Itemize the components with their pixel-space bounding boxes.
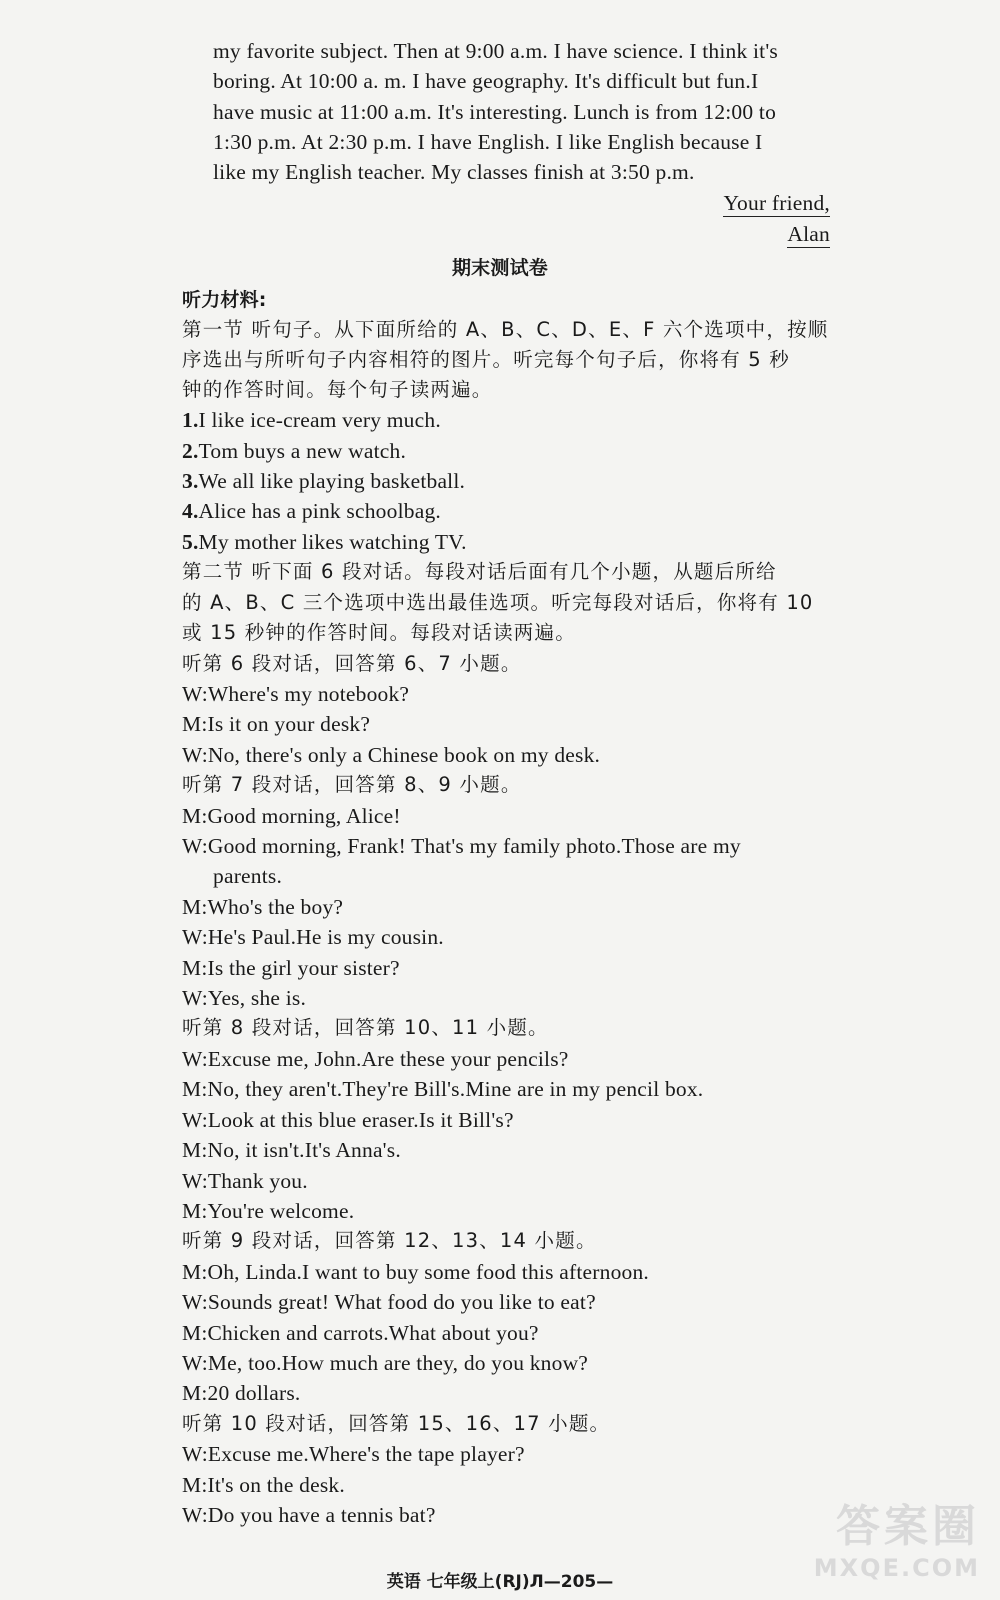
dialogue-line: W:Yes, she is. <box>182 986 307 1010</box>
dialogue-line: W:Do you have a tennis bat? <box>182 1503 436 1527</box>
dialogue-line: W:Me, too.How much are they, do you know? <box>182 1351 589 1375</box>
item-number: 5. <box>182 530 199 554</box>
page-footer: 英语 七年级上(RJ)Л—205— <box>386 1572 614 1592</box>
dialogue-line: W:Thank you. <box>182 1169 308 1193</box>
dialogue-line: M:No, it isn't.It's Anna's. <box>182 1138 401 1162</box>
listening-heading: 听力材料: <box>182 289 267 311</box>
letter-closing: Your friend, <box>723 191 830 215</box>
letter-line: 1:30 p.m. At 2:30 p.m. I have English. I like English because I <box>213 130 763 154</box>
dialogue-line: W:Where's my notebook? <box>182 682 410 706</box>
dialogue-line: M:20 dollars. <box>182 1381 301 1405</box>
item-number: 4. <box>182 499 199 523</box>
part1-item <box>182 466 832 496</box>
part2-instruction: 或 15 秒钟的作答时间。每段对话读两遍。 <box>182 621 576 644</box>
dialogue-line: M:Oh, Linda.I want to buy some food this afternoon. <box>182 1260 650 1284</box>
dialogue-line: M:Is the girl your sister? <box>182 956 400 980</box>
part2-instruction: 第二节 听下面 6 段对话。每段对话后面有几个小题，从题后所给 <box>182 560 777 583</box>
part1-item <box>182 496 832 526</box>
item-number: 1. <box>182 408 199 432</box>
letter-line: like my English teacher. My classes finish at 3:50 p.m. <box>213 160 695 184</box>
dialogue-line: W:Excuse me, John.Are these your pencils? <box>182 1047 569 1071</box>
item-text: I like ice-cream very much. <box>198 408 441 432</box>
dialogue-line: W:Excuse me.Where's the tape player? <box>182 1442 525 1466</box>
dialogue-heading: 听第 6 段对话，回答第 6、7 小题。 <box>182 652 522 675</box>
item-text: Tom buys a new watch. <box>198 439 407 463</box>
letter-signature: Alan <box>787 222 830 246</box>
item-text: My mother likes watching TV. <box>198 530 467 554</box>
part1-item <box>182 405 832 435</box>
dialogue-line: M:You're welcome. <box>182 1199 355 1223</box>
dialogue-line: M:Is it on your desk? <box>182 712 371 736</box>
item-number: 3. <box>182 469 199 493</box>
dialogue-line: M:It's on the desk. <box>182 1473 345 1497</box>
watermark-text: 答案圈 <box>836 1501 980 1552</box>
part1-instruction: 序选出与所听句子内容相符的图片。听完每个句子后，你将有 5 秒 <box>182 348 791 371</box>
letter-line: have music at 11:00 a.m. It's interesting. Lunch is from 12:00 to <box>213 100 777 124</box>
dialogue-heading: 听第 8 段对话，回答第 10、11 小题。 <box>182 1016 549 1039</box>
part1-item <box>182 527 832 557</box>
dialogue-heading: 听第 9 段对话，回答第 12、13、14 小题。 <box>182 1229 597 1252</box>
dialogue-line: W:No, there's only a Chinese book on my desk. <box>182 743 601 767</box>
watermark-url: MXQE.COM <box>813 1554 980 1582</box>
dialogue-line: W:Look at this blue eraser.Is it Bill's? <box>182 1108 514 1132</box>
watermark-logo <box>814 1490 980 1582</box>
section-title: 期末测试卷 <box>451 257 548 279</box>
letter-line: boring. At 10:00 a. m. I have geography. It's difficult but fun.I <box>213 69 759 93</box>
item-number: 2. <box>182 439 199 463</box>
part1-instruction: 第一节 听句子。从下面所给的 A、B、C、D、E、F 六个选项中，按顺 <box>182 318 829 341</box>
dialogue-line: W:He's Paul.He is my cousin. <box>182 925 444 949</box>
item-text: We all like playing basketball. <box>198 469 466 493</box>
part2-instruction: 的 A、B、C 三个选项中选出最佳选项。听完每段对话后，你将有 10 <box>182 591 814 614</box>
part1-instruction: 钟的作答时间。每个句子读两遍。 <box>182 378 493 401</box>
dialogue-line: W:Sounds great! What food do you like to eat? <box>182 1290 596 1314</box>
dialogue-line: M:Who's the boy? <box>182 895 344 919</box>
dialogue-line: M:Good morning, Alice! <box>182 804 401 828</box>
dialogue-line: M:Chicken and carrots.What about you? <box>182 1321 539 1345</box>
item-text: Alice has a pink schoolbag. <box>198 499 441 523</box>
dialogue-heading: 听第 7 段对话，回答第 8、9 小题。 <box>182 773 522 796</box>
dialogue-line: parents. <box>213 864 283 888</box>
letter-line: my favorite subject. Then at 9:00 a.m. I have science. I think it's <box>213 39 778 63</box>
dialogue-heading: 听第 10 段对话，回答第 15、16、17 小题。 <box>182 1412 611 1435</box>
part1-item <box>182 436 832 466</box>
dialogue-line: M:No, they aren't.They're Bill's.Mine are in my pencil box. <box>182 1077 704 1101</box>
dialogue-line: W:Good morning, Frank! That's my family photo.Those are my <box>182 834 741 858</box>
